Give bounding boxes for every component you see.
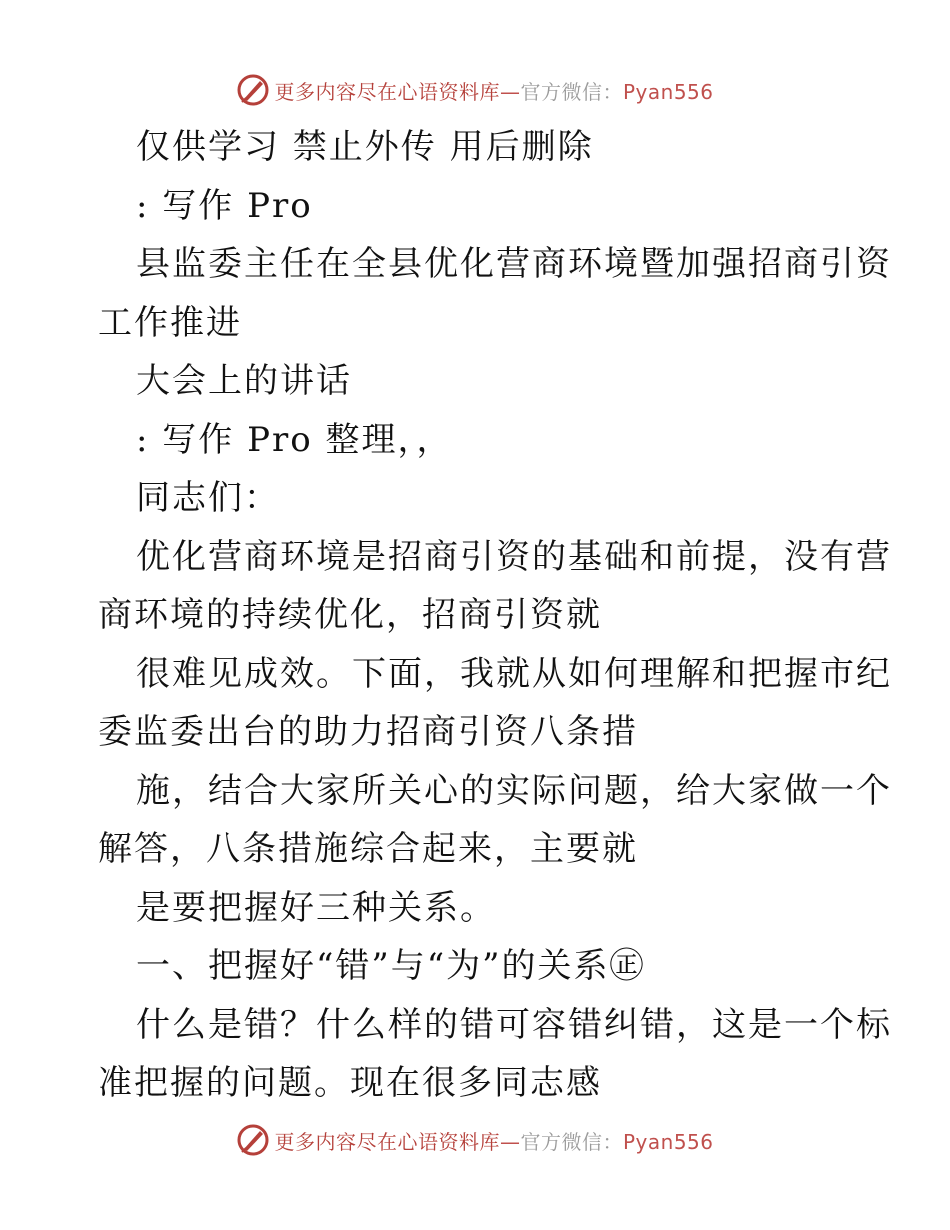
text-line: 解答，八条措施综合起来，主要就 [98,829,638,869]
text-line: 优化营商环境是招商引资的基础和前提，没有营 [136,536,892,577]
text-line: 什么是错？什么样的错可容错纠错，这是一个标 [136,1004,892,1045]
quill-logo-icon [236,1123,270,1157]
text-line: 委监委出台的助力招商引资八条措 [98,712,638,752]
text-line: 施，结合大家所关心的实际问题，给大家做一个 [136,770,892,811]
text-line: 是要把握好三种关系。 [136,887,496,928]
text-line: 县监委主任在全县优化营商环境暨加强招商引资 [136,244,892,284]
text-line: : 写作 Pro 整理，， [136,419,453,460]
text-line: 准把握的问题。现在很多同志感 [98,1063,602,1103]
quill-logo-icon [236,73,270,107]
text-line: 仅供学习 禁止外传 用后删除 [136,127,594,167]
text-line: 一、把握好“错”与“为”的关系㊣ [136,946,646,986]
watermark-text: 更多内容尽在心语资料库—官方微信：Pyan556 [274,79,714,104]
text-line: 很难见成效。下面，我就从如何理解和把握市纪 [136,653,892,694]
document-body [98,118,892,1113]
text-line: : 写作 Pro [136,185,313,226]
text-line: 工作推进 [98,302,242,343]
watermark-text: 更多内容尽在心语资料库—官方微信：Pyan556 [274,1129,714,1154]
text-line: 商环境的持续优化，招商引资就 [98,595,602,635]
text-line: 大会上的讲话 [136,361,352,401]
header-watermark [0,70,950,110]
footer-watermark [0,1120,950,1160]
text-line: 同志们： [136,478,280,518]
